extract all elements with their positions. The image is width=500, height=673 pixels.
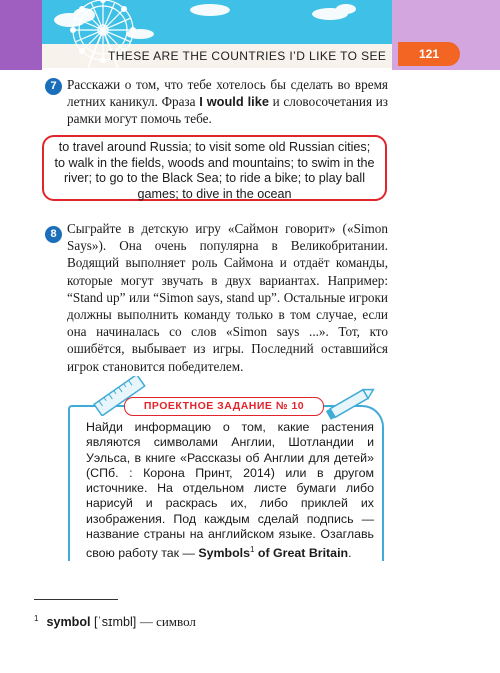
exercise-8-instructions: Сыграйте в детскую игру «Саймон говорит» («Simon Says»). Она очень популярна в Великобритании. Водящий выполняет роль Саймона и отдаёт команды, которые могут звучать в двух вариантах. Например: “Stand up” или “Simon says, stand up”. Остальные игроки должны выполнить команду только в том случае, если она начиналась со слов «Simon says ...». Тот, кто ошибётся, выбывает из игры. Последний оставшийся игрок становится победителем. xyxy=(67,221,388,374)
exercise-7-number: 7 xyxy=(45,78,62,95)
exercise-8-number: 8 xyxy=(45,226,62,243)
footnote-translation: — символ xyxy=(139,614,196,629)
footnote-word: symbol xyxy=(46,615,91,629)
footnote-reference: 1 xyxy=(250,545,255,555)
phrase-box xyxy=(42,135,387,201)
project-instructions: Найди информацию о том, какие растения являются символами Англии, Шотландии и Уэльса, в книге «Рассказы об Англии для детей» (СПб. : Корона Принт, 2014) или в другом источнике. На отдельном листе бумаги либо нарисуй и раскрась их, либо приклей их изображения. Под каждым сделай подпись — название страны на английском языке. Озаглавь свою работу так — Symbols$^1$ of Great Britain. xyxy=(86,420,374,561)
phrase-box-text: to travel around Russia; to visit some old Russian cities; to walk in the fields, woods and mountains; to swim in the river; to go to the Black Sea; to ride a bike; to play ball games; to dive in the ocean xyxy=(54,140,375,201)
target-phrase: I would like xyxy=(199,94,269,110)
project-title-text: Symbols xyxy=(198,546,250,561)
footnote: $^1$ symbol [ˈsɪmbl] — символ xyxy=(34,614,196,629)
page-number: 121 xyxy=(398,42,460,66)
pencil-icon xyxy=(322,386,378,420)
running-header-title: THESE ARE THE COUNTRIES I’D LIKE TO SEE xyxy=(108,49,387,63)
footnote-divider xyxy=(34,599,118,600)
project-label: ПРОЕКТНОЕ ЗАДАНИЕ № 10 xyxy=(124,397,324,416)
footnote-transcription: [ˈsɪmbl] xyxy=(94,615,137,629)
exercise-7-instructions: Расскажи о том, что тебе хотелось бы сделать во время летних каникул. Фраза I would like и словосочетания из рамки могут помочь тебе. xyxy=(67,77,388,127)
